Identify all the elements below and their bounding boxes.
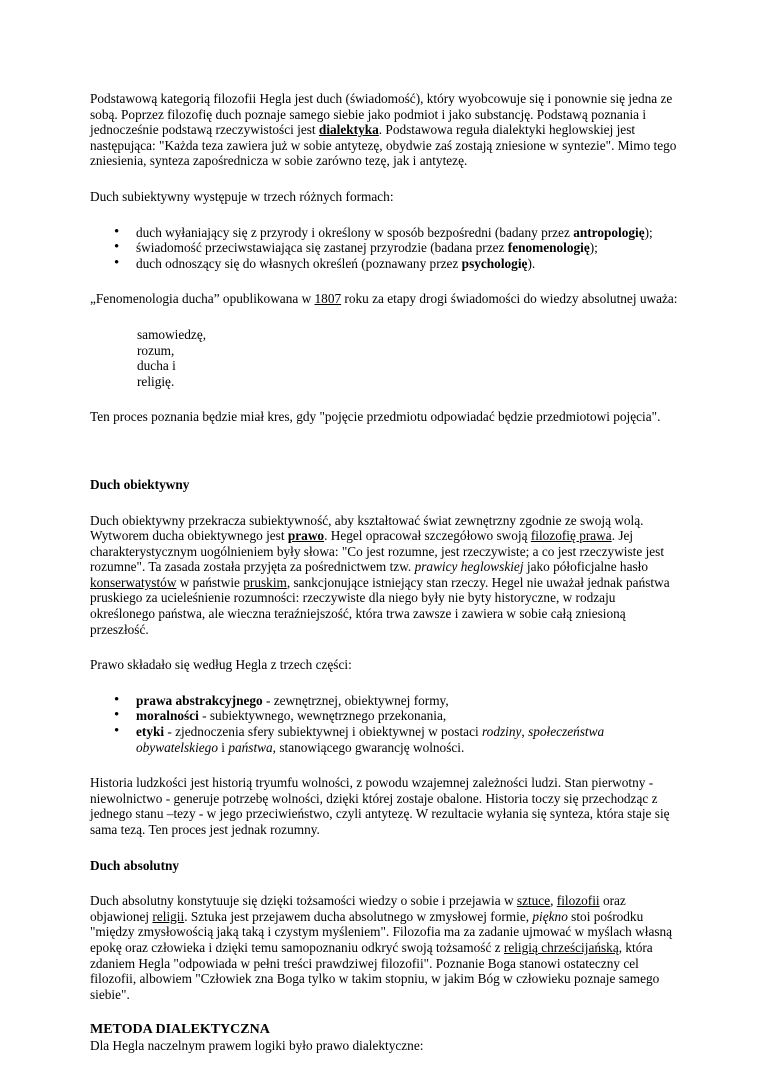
objective-spirit-paragraph: Duch obiektywny przekracza subiektywność, aby kształtować świat zewnętrzny zgodnie ze swoją wolą. Wytworem ducha obiektywnego jest prawo. Hegel opracował szczegółowo swoją filozofię prawa. Jej charakterystycznym uogólnieniem były słowa: "Co jest rozumne, jest rzeczywiste; a co jest rzeczywiste jest rozumne". Ta zasada została przyjęta za pośrednictwem tzw. prawicy heglowskiej jako półoficjalne hasło konserwatystów w państwie pruskim, sankcjonujące istniejący stan rzeczy. Hegel nie uważał jednak państwa pruskiego za ucieleśnienie rozumności: rzeczywiste dla niego były nie byty historyczne, w rodzaju określonego państwa, ale wieczna teraźniejszość, która trwa zawsze i zawiera w sobie całą zniesioną przeszłość. — [90, 512, 670, 637]
intro-paragraph: Podstawową kategorią filozofii Hegla jest duch (świadomość), który wyobcowuje się i ponownie się jedna ze sobą. Poprzez filozofię duch poznaje samego siebie jako podmiot i jako substancję. Podstawą poznania i jednocześnie podstawą rzeczywistości jest dialektyka. Podstawowa reguła dialektyki heglowskiej jest następująca: "Każda teza zawiera już w sobie antytezę, obydwie zaś zostają zniesione w syntezie". Mimo tego zniesienia, synteza zapośrednicza w sobie zarówno tezę, jak i antytezę. — [90, 91, 677, 169]
link-religia-chrzescijanska[interactable]: religią chrześcijańską — [503, 939, 619, 955]
link-filozofia-prawa[interactable]: filozofię prawa — [530, 528, 612, 544]
link-filozofii[interactable]: filozofii — [556, 893, 600, 909]
phenomenology-paragraph: „Fenomenologia ducha” opublikowana w 1807 roku za etapy drogi świadomości do wiedzy absolutnej uważa: — [90, 291, 678, 307]
document-body — [90, 91, 680, 1054]
list-item: rozum, — [137, 342, 175, 358]
law-parts-intro: Prawo składało się według Hegla z trzech części: — [90, 657, 352, 673]
dialectic-law-paragraph: Dla Hegla naczelnym prawem logiki było prawo dialektyczne: — [90, 1037, 424, 1053]
history-paragraph: Historia ludzkości jest historią tryumfu wolności, z powodu wzajemnej zależności ludzi. Stan pierwotny - niewolnictwo - generuje potrzebę wolności, dzięki której zostaje obalone. Historia toczy się przechodząc z jednego stanu –tezy - w jego przeciwieństwo, czyli antytezę. W rezultacie wyłania się synteza, która staje się sama tezą. Ten proces jest jednak rozumny. — [90, 775, 670, 837]
list-item: • duch odnoszący się do własnych określeń (poznawany przez psychologię). — [90, 256, 680, 272]
heading-duch-obiektywny: Duch obiektywny — [90, 476, 190, 492]
cognition-end-paragraph: Ten proces poznania będzie miał kres, gdy "pojęcie przedmiotu odpowiadać będzie przedmiotowi pojęcia". — [90, 409, 661, 425]
link-prawo[interactable]: prawo — [287, 528, 325, 544]
list-item: • etyki - zjednoczenia sfery subiektywnej i obiektywnej w postaci rodziny, społeczeństwa obywatelskiego i państwa, stanowiącego gwarancję wolności. — [90, 724, 680, 755]
stages-list — [90, 327, 680, 389]
list-item: samowiedzę, — [137, 326, 207, 342]
link-dialektyka[interactable]: dialektyka — [318, 122, 379, 138]
link-konserwatystow[interactable]: konserwatystów — [90, 574, 177, 590]
list-item: • świadomość przeciwstawiająca się zastanej przyrodzie (badana przez fenomenologię); — [90, 240, 680, 256]
link-religii[interactable]: religii — [152, 908, 185, 924]
list-item: • duch wyłaniający się z przyrody i określony w sposób bezpośredni (badany przez antropologię); — [90, 225, 680, 241]
list-item: • prawa abstrakcyjnego - zewnętrznej, obiektywnej formy, — [90, 693, 680, 709]
law-parts-list — [90, 693, 680, 755]
list-item: ducha i — [137, 358, 176, 374]
list-item: religię. — [137, 373, 175, 389]
link-sztuce[interactable]: sztuce — [516, 893, 551, 909]
link-pruskim[interactable]: pruskim — [243, 574, 287, 590]
list-item: • moralności - subiektywnego, wewnętrznego przekonania, — [90, 708, 680, 724]
heading-duch-absolutny: Duch absolutny — [90, 857, 180, 873]
link-1807[interactable]: 1807 — [314, 291, 342, 307]
absolute-spirit-paragraph: Duch absolutny konstytuuje się dzięki tożsamości wiedzy o sobie i przejawia w sztuce, filozofii oraz objawionej religii. Sztuka jest przejawem ducha absolutnego w zmysłowej formie, piękno stoi pośrodku "między zmysłowością jaką taką i czystym myśleniem". Filozofia ma za zadanie ujmować w myślach własną epokę oraz człowieka i dzięki temu samopoznaniu odkryć swoją tożsamość z religią chrześcijańską, która zdaniem Hegla "odpowiada w pełni treści prawdziwej filozofii". Poznanie Boga stanowi ostateczny cel filozofii, albowiem "Człowiek zna Boga tylko w takim stopniu, w jakim Bóg w człowieku poznaje samego siebie". — [90, 893, 673, 1002]
heading-metoda-dialektyczna: METODA DIALEKTYCZNA — [90, 1022, 270, 1038]
subjective-spirit-intro: Duch subiektywny występuje w trzech różnych formach: — [90, 188, 394, 204]
subjective-forms-list — [90, 225, 680, 272]
